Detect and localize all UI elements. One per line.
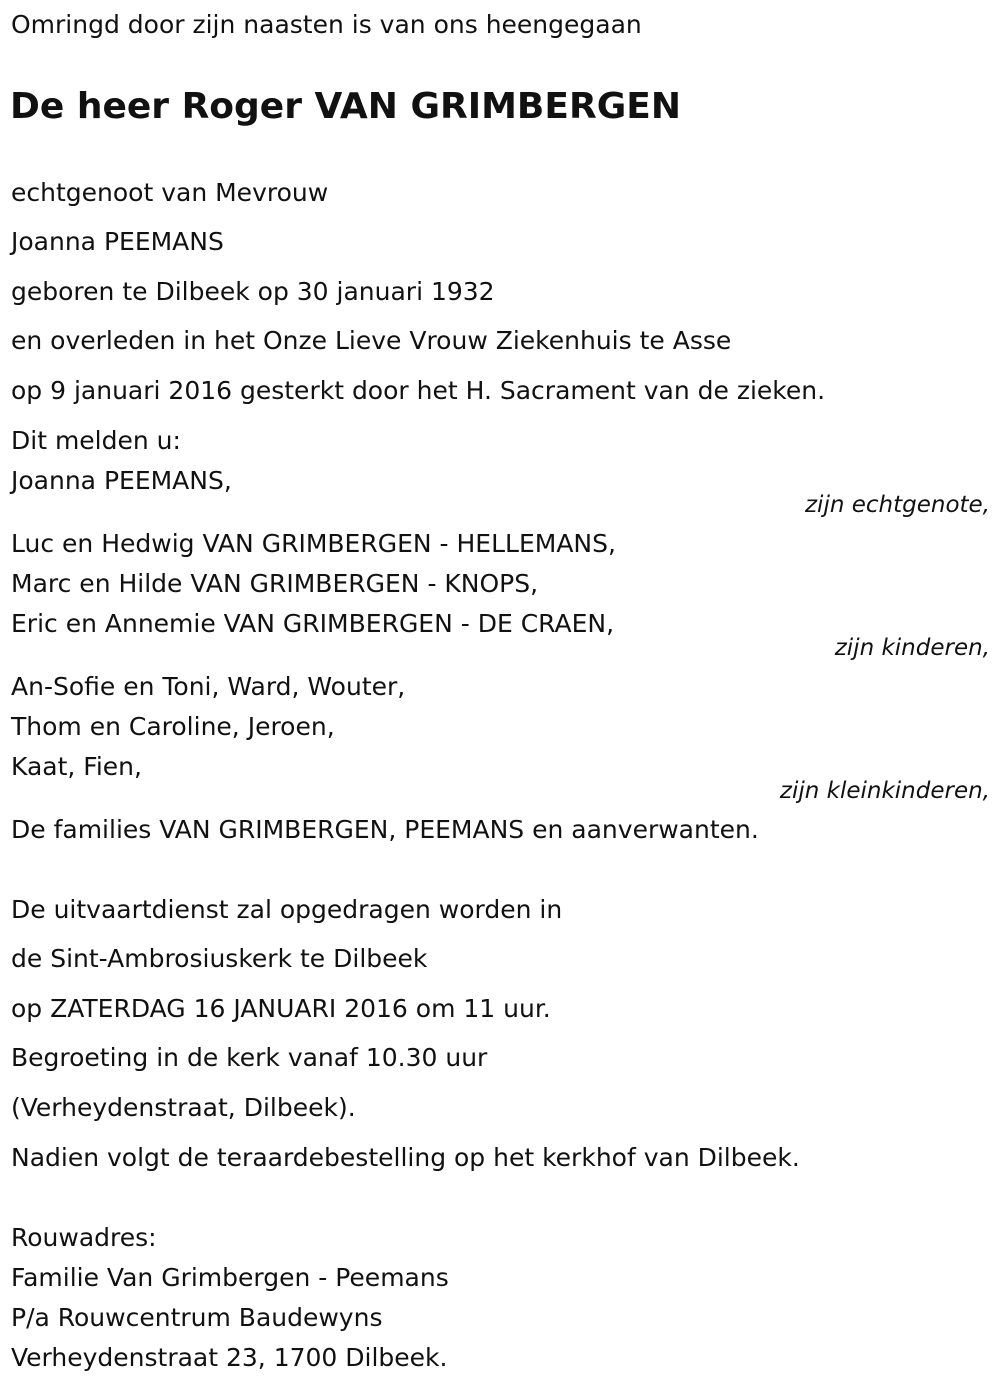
spouse-role: zijn echtgenote, xyxy=(804,492,990,518)
service-line: De uitvaartdienst zal opgedragen worden in xyxy=(11,895,563,924)
service-line: (Verheydenstraat, Dilbeek). xyxy=(11,1093,356,1122)
service-line: op ZATERDAG 16 JANUARI 2016 om 11 uur. xyxy=(11,994,551,1023)
service-line: Begroeting in de kerk vanaf 10.30 uur xyxy=(11,1043,488,1072)
address-line: P/a Rouwcentrum Baudewyns xyxy=(11,1303,383,1332)
detail-line-died-place: en overleden in het Onze Lieve Vrouw Ziekenhuis te Asse xyxy=(11,326,732,355)
intro-line: Omringd door zijn naasten is van ons heengegaan xyxy=(11,10,642,39)
grandchild-line: Thom en Caroline, Jeroen, xyxy=(11,712,335,741)
grandchildren-role: zijn kleinkinderen, xyxy=(779,778,990,804)
grandchild-line: An-Sofie en Toni, Ward, Wouter, xyxy=(11,672,406,701)
child-line: Marc en Hilde VAN GRIMBERGEN - KNOPS, xyxy=(11,569,539,598)
address-label: Rouwadres: xyxy=(11,1223,157,1252)
announcers-intro: Dit melden u: xyxy=(11,426,181,455)
grandchild-line: Kaat, Fien, xyxy=(11,752,142,781)
child-line: Eric en Annemie VAN GRIMBERGEN - DE CRAEN, xyxy=(11,609,615,638)
families-line: De families VAN GRIMBERGEN, PEEMANS en aanverwanten. xyxy=(11,815,759,844)
deceased-name-title: De heer Roger VAN GRIMBERGEN xyxy=(10,86,681,127)
service-line: Nadien volgt de teraardebestelling op het kerkhof van Dilbeek. xyxy=(11,1143,800,1172)
detail-line-spouse-of: echtgenoot van Mevrouw xyxy=(11,178,329,207)
address-line: Verheydenstraat 23, 1700 Dilbeek. xyxy=(11,1343,448,1372)
detail-line-died-date: op 9 januari 2016 gesterkt door het H. Sacrament van de zieken. xyxy=(11,376,826,405)
detail-line-spouse-name: Joanna PEEMANS xyxy=(11,227,224,256)
child-line: Luc en Hedwig VAN GRIMBERGEN - HELLEMANS, xyxy=(11,529,616,558)
service-line: de Sint-Ambrosiuskerk te Dilbeek xyxy=(11,944,428,973)
detail-line-born: geboren te Dilbeek op 30 januari 1932 xyxy=(11,277,495,306)
spouse-name: Joanna PEEMANS, xyxy=(11,466,232,495)
address-line: Familie Van Grimbergen - Peemans xyxy=(11,1263,449,1292)
children-role: zijn kinderen, xyxy=(834,635,990,661)
